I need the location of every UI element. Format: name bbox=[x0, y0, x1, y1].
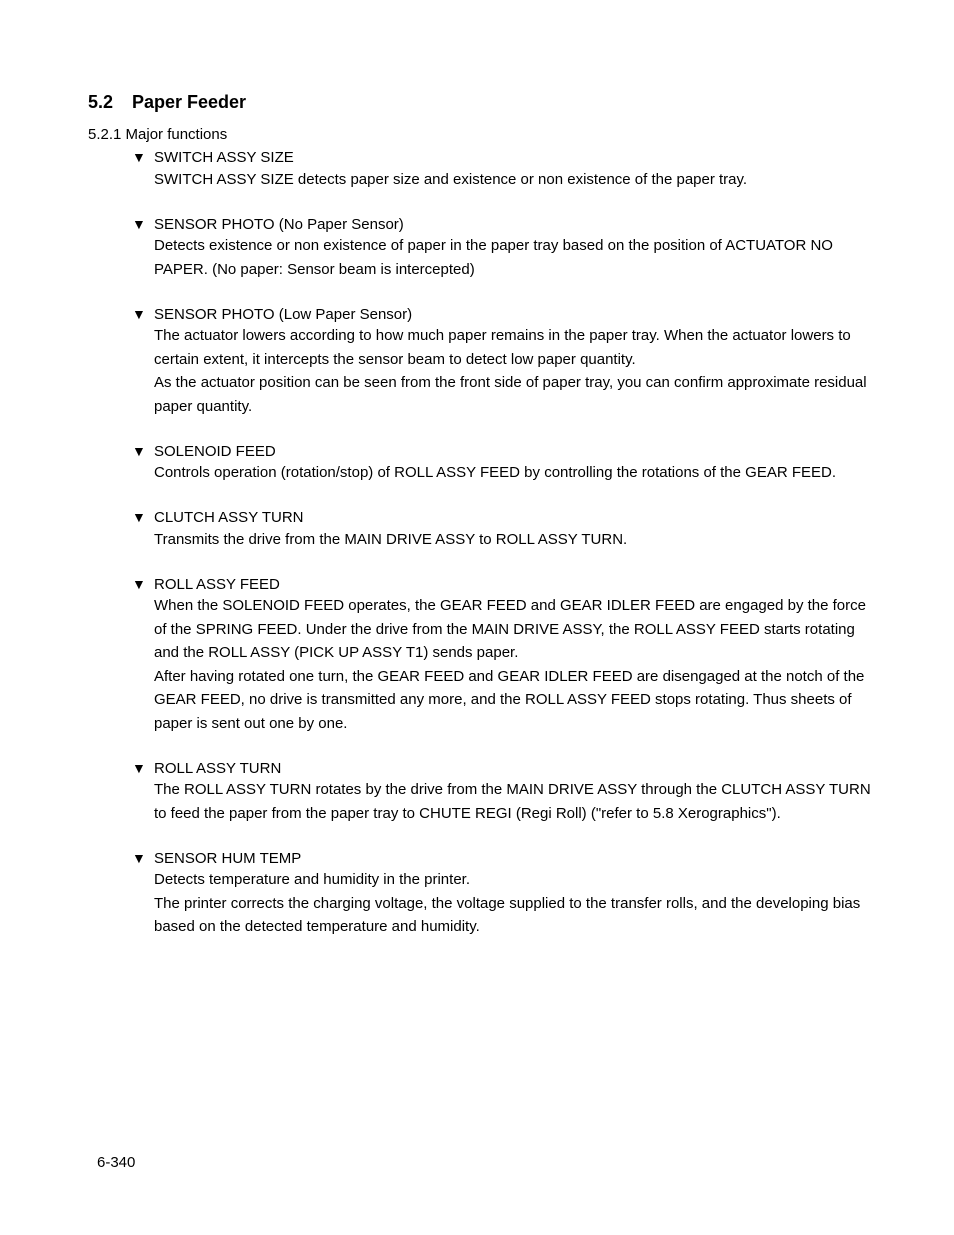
triangle-down-bullet-icon: ▼ bbox=[132, 442, 146, 459]
description-paragraph: The actuator lowers according to how much paper remains in the paper tray. When the actuator lowers to certain extent, it intercepts the sensor beam to detect low paper quantity. bbox=[154, 327, 851, 368]
function-item-description bbox=[154, 594, 872, 735]
function-item bbox=[132, 575, 872, 736]
function-item-description bbox=[154, 778, 872, 825]
function-item-heading bbox=[132, 305, 872, 324]
function-item bbox=[132, 508, 872, 551]
function-item bbox=[132, 215, 872, 282]
function-item-description bbox=[154, 528, 872, 552]
section-number: 5.2 bbox=[88, 92, 114, 112]
function-item bbox=[132, 442, 872, 485]
function-item-name: SENSOR PHOTO (Low Paper Sensor) bbox=[154, 305, 413, 323]
function-item-description bbox=[154, 234, 872, 281]
function-item-heading bbox=[132, 575, 872, 594]
page-number: 6-340 bbox=[97, 1154, 136, 1171]
section-title: Paper Feeder bbox=[132, 92, 247, 112]
description-paragraph: Transmits the drive from the MAIN DRIVE ASSY to ROLL ASSY TURN. bbox=[154, 530, 628, 548]
function-item bbox=[132, 849, 872, 939]
function-item bbox=[132, 148, 872, 191]
function-item-heading bbox=[132, 148, 872, 167]
function-item-name: CLUTCH ASSY TURN bbox=[154, 509, 304, 526]
function-item-heading bbox=[132, 215, 872, 234]
description-paragraph: The ROLL ASSY TURN rotates by the drive from the MAIN DRIVE ASSY through the CLUTCH ASSY TURN to feed the paper from the paper tray to CHUTE REGI (Regi Roll) ("refer to 5.8 Xerographics"). bbox=[154, 781, 871, 822]
description-paragraph: The printer corrects the charging voltage, the voltage supplied to the transfer rolls, and the developing bias based on the detected temperature and humidity. bbox=[154, 894, 861, 935]
function-item-heading bbox=[132, 442, 872, 461]
section-heading bbox=[88, 91, 246, 113]
description-paragraph: Detects existence or non existence of paper in the paper tray based on the position of ACTUATOR NO PAPER. (No paper: Sensor beam is intercepted) bbox=[154, 237, 833, 278]
function-item-heading bbox=[132, 849, 872, 868]
function-list bbox=[132, 148, 872, 962]
triangle-down-bullet-icon: ▼ bbox=[132, 149, 146, 165]
triangle-down-bullet-icon: ▼ bbox=[132, 849, 146, 866]
function-item-name: SENSOR PHOTO (No Paper Sensor) bbox=[154, 215, 404, 233]
triangle-down-bullet-icon: ▼ bbox=[132, 759, 146, 776]
function-item-name: ROLL ASSY TURN bbox=[154, 759, 282, 777]
triangle-down-bullet-icon: ▼ bbox=[132, 575, 146, 592]
function-item-description bbox=[154, 168, 872, 192]
function-item-name: SWITCH ASSY SIZE bbox=[154, 149, 294, 166]
function-item bbox=[132, 759, 872, 826]
function-item-description bbox=[154, 324, 872, 418]
function-item-description bbox=[154, 461, 872, 485]
description-paragraph: SWITCH ASSY SIZE detects paper size and existence or non existence of the paper tray. bbox=[154, 170, 748, 188]
description-paragraph: Detects temperature and humidity in the printer. bbox=[154, 871, 470, 888]
function-item-description bbox=[154, 868, 872, 939]
triangle-down-bullet-icon: ▼ bbox=[132, 305, 146, 322]
subsection-heading: 5.2.1 Major functions bbox=[88, 126, 228, 143]
function-item bbox=[132, 305, 872, 419]
description-paragraph: As the actuator position can be seen from the front side of paper tray, you can confirm approximate residual paper quantity. bbox=[154, 374, 867, 415]
function-item-name: SOLENOID FEED bbox=[154, 442, 276, 460]
description-paragraph: After having rotated one turn, the GEAR FEED and GEAR IDLER FEED are disengaged at the notch of the GEAR FEED, no drive is transmitted any more, and the ROLL ASSY FEED stops rotating. Thus sheets of paper is sent out one by one. bbox=[154, 667, 865, 732]
function-item-heading bbox=[132, 759, 872, 778]
description-paragraph: When the SOLENOID FEED operates, the GEAR FEED and GEAR IDLER FEED are engaged by the force of the SPRING FEED. Under the drive from the MAIN DRIVE ASSY, the ROLL ASSY FEED starts rotating and the ROLL ASSY (PICK UP ASSY T1) sends paper. bbox=[154, 597, 866, 661]
description-paragraph: Controls operation (rotation/stop) of ROLL ASSY FEED by controlling the rotations of the GEAR FEED. bbox=[154, 464, 836, 481]
triangle-down-bullet-icon: ▼ bbox=[132, 215, 146, 232]
triangle-down-bullet-icon: ▼ bbox=[132, 509, 146, 525]
function-item-name: SENSOR HUM TEMP bbox=[154, 849, 302, 867]
function-item-heading bbox=[132, 508, 872, 527]
function-item-name: ROLL ASSY FEED bbox=[154, 575, 280, 593]
